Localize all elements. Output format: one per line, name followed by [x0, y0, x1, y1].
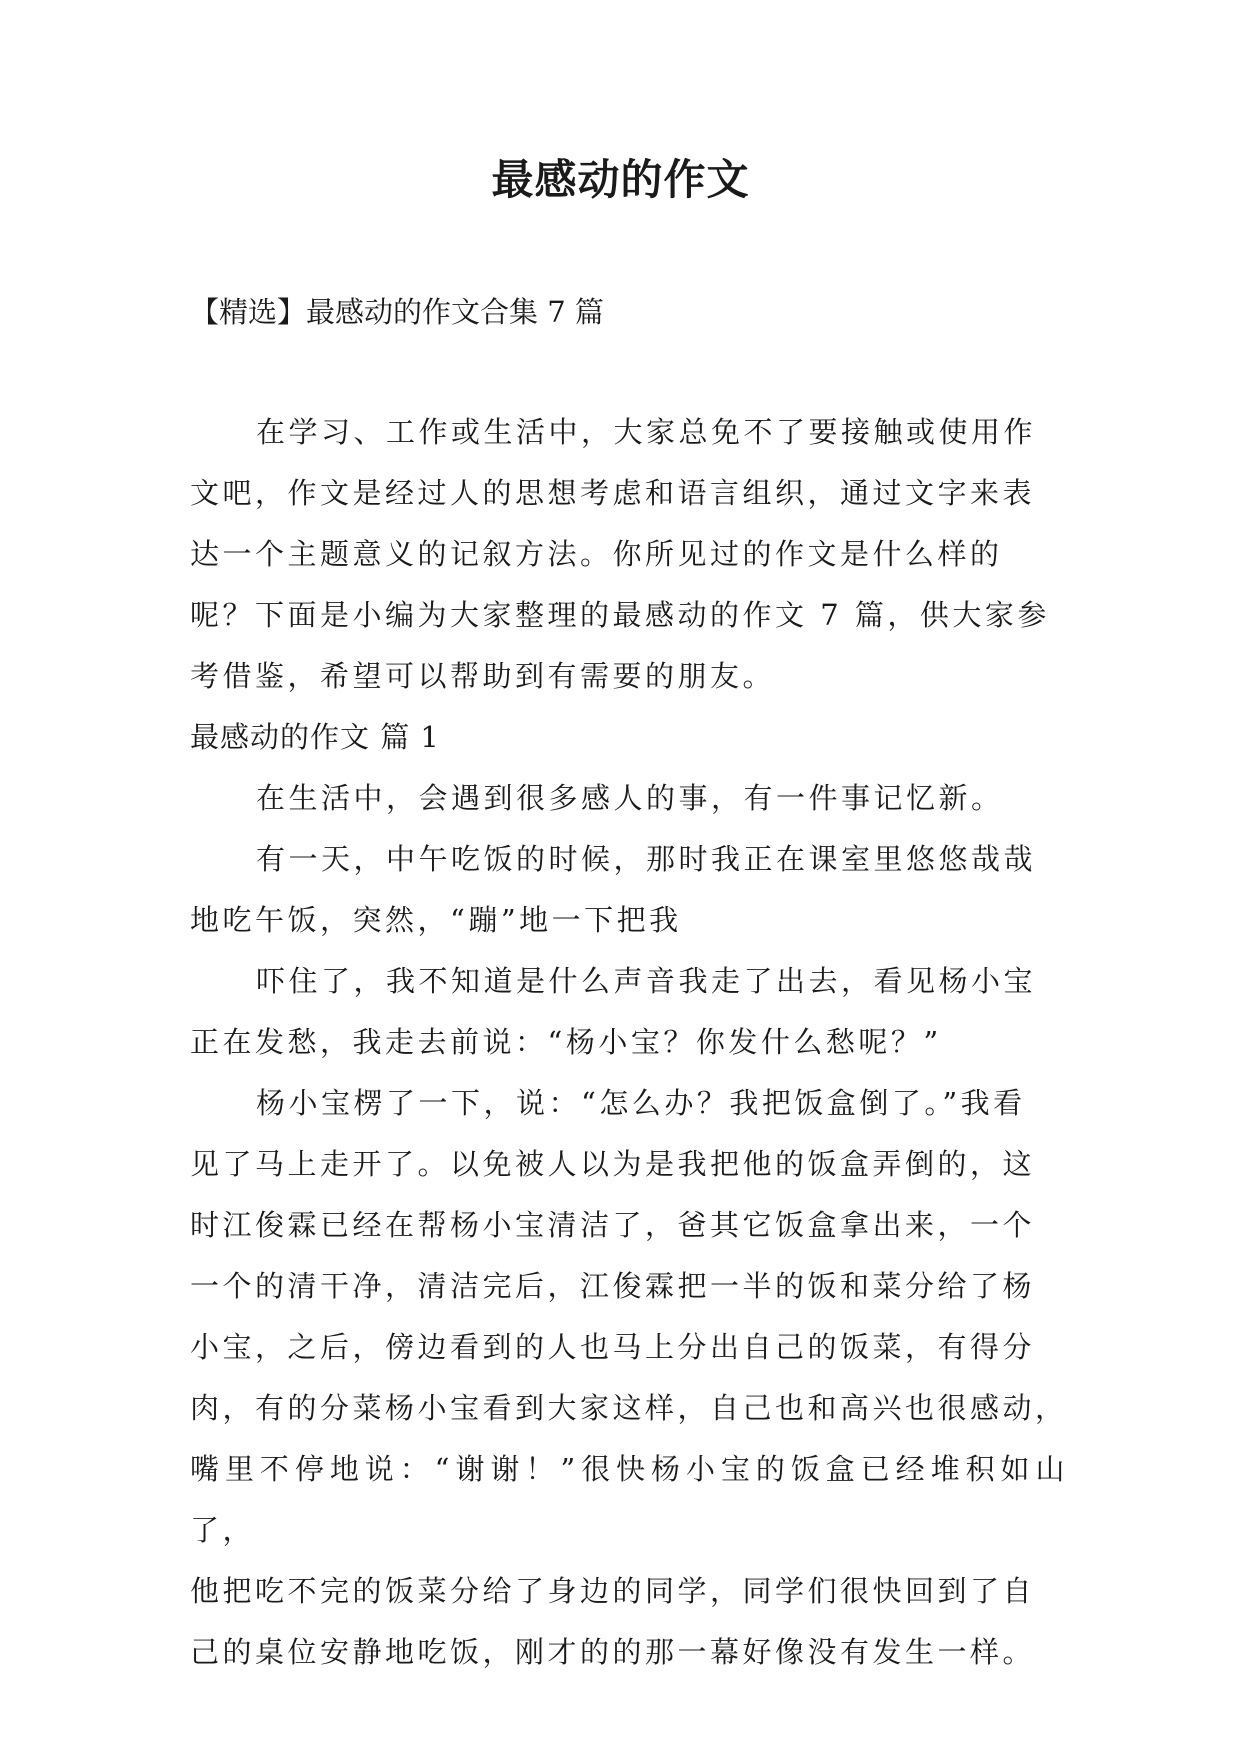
body-paragraph: 有一天，中午吃饭的时候，那时我正在课室里悠悠哉哉 地吃午饭，突然，“蹦”地一下把我	[190, 842, 1037, 937]
document-title: 最感动的作文	[491, 155, 750, 204]
body-paragraph: 杨小宝楞了一下，说：“怎么办？我把饭盒倒了。”我看 见了马上走开了。以免被人以为是我把他的饭盒弄倒的，这 时江俊霖已经在帮杨小宝清洁了，爸其它饭盒拿出来，一个 一个的清干净，清洁完后，江俊霖把一半的饭和菜分给了杨 小宝，之后，傍边看到的人也马上分出自己的饭菜，有得分 肉，有的分菜杨小宝看到大家这样，自己也和高兴也很感动， 嘴里不停地说：“谢谢！”很快杨小宝的饭盒已经堆积如山了， 他把吃不完的饭菜分给了身边的同学，同学们很快回到了自 己的桌位安静地吃饭，刚才的的那一幕好像没有发生一样。	[190, 1086, 1068, 1669]
body-paragraph: 吓住了，我不知道是什么声音我走了出去，看见杨小宝 正在发愁，我走去前说：“杨小宝？你发什么愁呢？”	[190, 964, 1037, 1059]
document-body	[190, 402, 1068, 1683]
body-paragraph: 在生活中，会遇到很多感人的事，有一件事记忆新。	[256, 781, 1004, 815]
document-subtitle: 【精选】最感动的作文合集 7 篇	[190, 295, 604, 329]
section-heading: 最感动的作文 篇 1	[190, 720, 440, 754]
intro-paragraph: 在学习、工作或生活中，大家总免不了要接触或使用作 文吧，作文是经过人的思想考虑和语言组织，通过文字来表 达一个主题意义的记叙方法。你所见过的作文是什么样的 呢？下面是小编为大家整理的最感动的作文 7 篇，供大家参 考借鉴，希望可以帮助到有需要的朋友。	[190, 415, 1050, 693]
